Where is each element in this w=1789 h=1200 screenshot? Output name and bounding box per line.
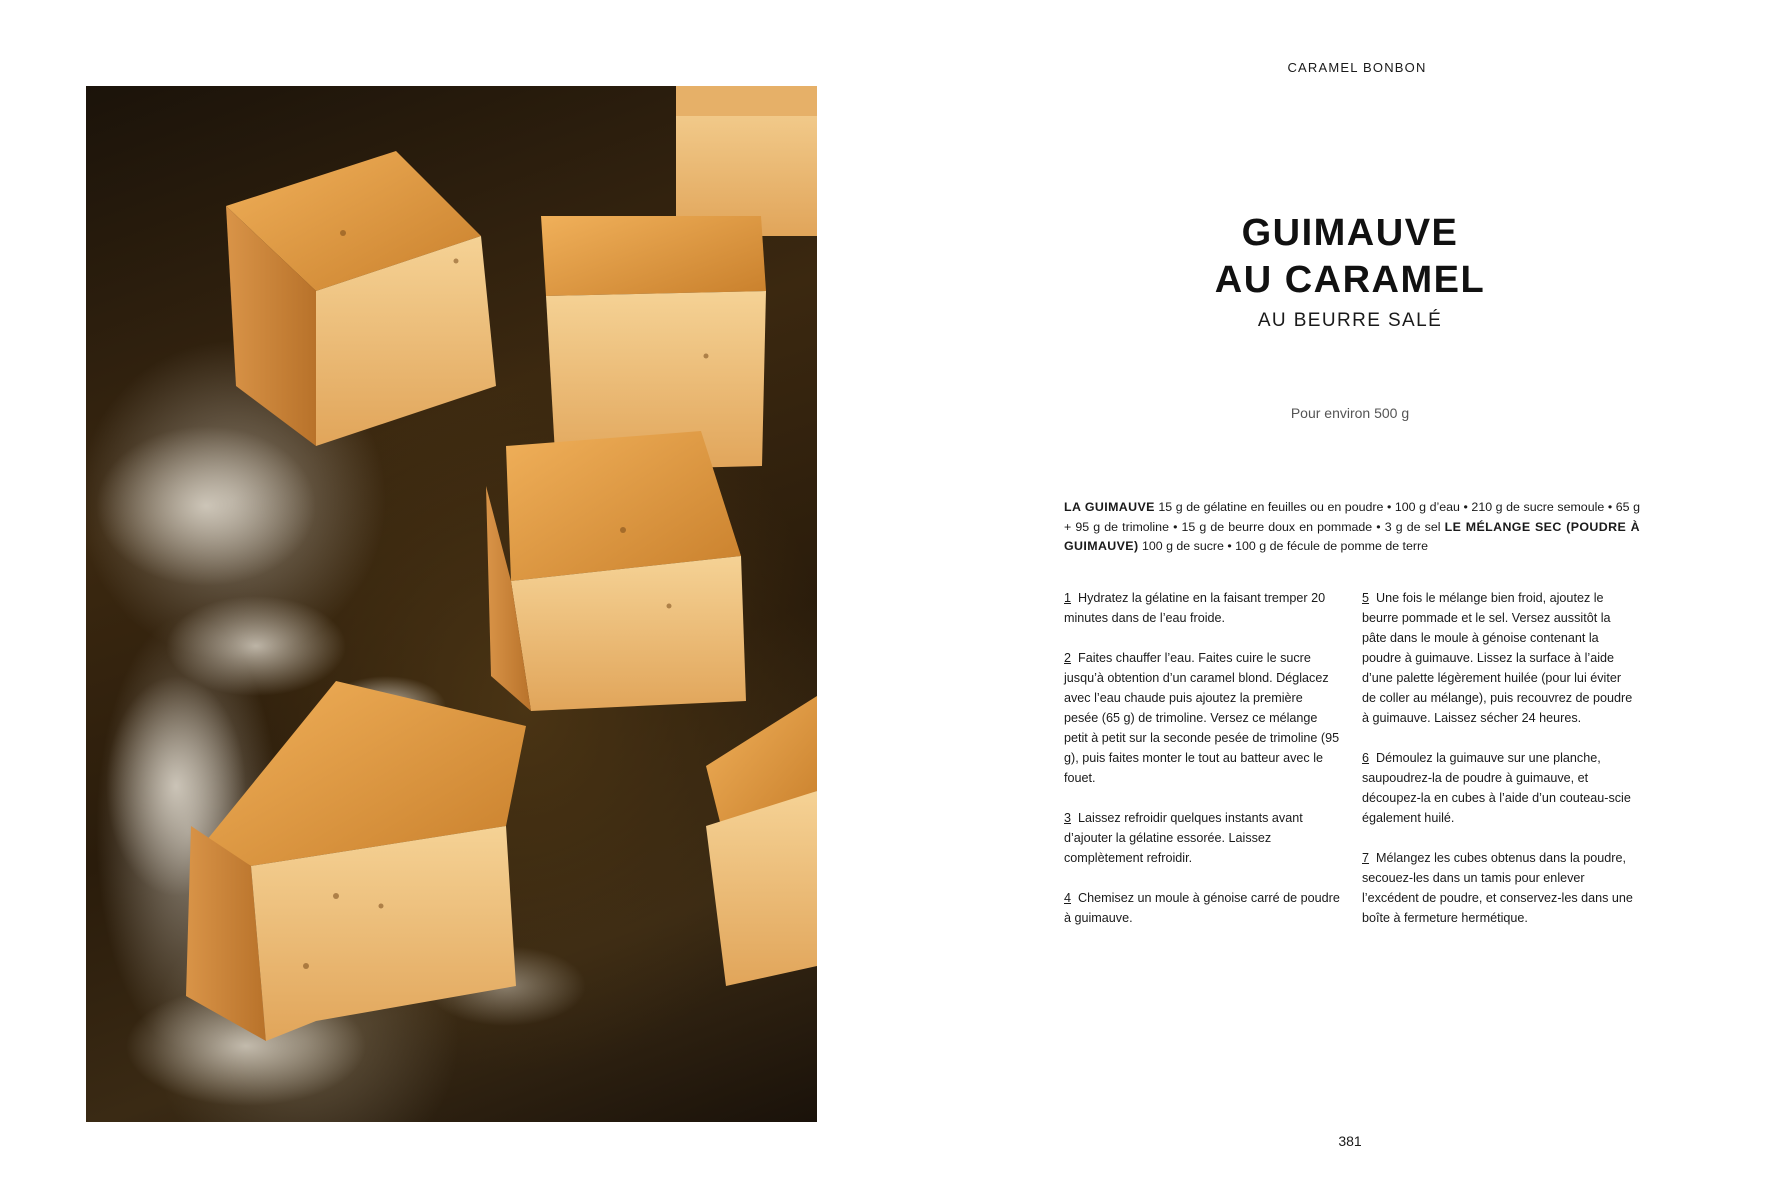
recipe-step	[1064, 888, 1340, 928]
recipe-step	[1362, 748, 1638, 828]
recipe-step	[1064, 808, 1340, 868]
step-text: Démoulez la guimauve sur une planche, saupoudrez-la de poudre à guimauve, et découpez-la en cubes à l’aide d’un couteau-scie également huilé.	[1362, 751, 1631, 825]
step-text: Laissez refroidir quelques instants avant d’ajouter la gélatine essorée. Laissez complètement refroidir.	[1064, 811, 1303, 865]
marshmallow-illustration	[86, 86, 817, 1122]
steps-column-left	[1064, 588, 1340, 948]
recipe-title	[1100, 210, 1600, 332]
title-line-2: AU CARAMEL	[1214, 259, 1486, 301]
recipe-photo	[86, 86, 817, 1122]
marshmallow-cube	[541, 216, 766, 471]
step-text: Mélangez les cubes obtenus dans la poudre, secouez-les dans un tamis pour enlever l’excédent de poudre, et conservez-les dans une boîte à fermeture hermétique.	[1362, 851, 1633, 925]
ingredient-group-items: 100 g de sucre • 100 g de fécule de pomme de terre	[1138, 539, 1429, 553]
step-text: Chemisez un moule à génoise carré de poudre à guimauve.	[1064, 891, 1340, 925]
step-number: 3	[1064, 811, 1072, 825]
ingredient-group-heading: LA GUIMAUVE	[1064, 500, 1155, 514]
step-text: Hydratez la gélatine en la faisant tremper 20 minutes dans de l’eau froide.	[1064, 591, 1326, 625]
running-head: CARAMEL BONBON	[1287, 60, 1427, 75]
step-number: 1	[1064, 591, 1072, 605]
ingredient-group-items: 15 g de gélatine en feuilles ou en poudre • 100 g d’eau • 210 g de sucre semoule • 65 g + 95 g de trimoline • 15 g de beurre doux en pommade • 3 g de sel	[1064, 500, 1640, 534]
step-number: 7	[1362, 851, 1370, 865]
step-number: 6	[1362, 751, 1370, 765]
steps-column-right	[1362, 588, 1638, 948]
marshmallow-cube	[676, 86, 817, 236]
ingredients-list	[1064, 498, 1640, 557]
step-number: 2	[1064, 651, 1072, 665]
marshmallow-cube	[226, 151, 496, 446]
recipe-step	[1064, 648, 1340, 788]
page-number: 381	[1338, 1133, 1362, 1149]
step-number: 4	[1064, 891, 1072, 905]
ingredient-group-heading: LE MÉLANGE SEC (POUDRE À GUIMAUVE)	[1064, 519, 1640, 553]
recipe-step	[1064, 588, 1340, 628]
marshmallow-cube	[706, 696, 817, 986]
step-number: 5	[1362, 591, 1370, 605]
recipe-subtitle: AU BEURRE SALÉ	[1257, 310, 1443, 331]
recipe-step	[1362, 848, 1638, 928]
step-text: Faites chauffer l’eau. Faites cuire le sucre jusqu’à obtention d’un caramel blond. Déglacez avec l’eau chaude puis ajoutez la première pesée (65 g) de trimoline. Versez ce mélange petit à petit sur la seconde pesée de trimoline (95 g), puis faites monter le tout au batteur avec le fouet.	[1064, 651, 1340, 785]
recipe-step	[1362, 588, 1638, 728]
title-line-1: GUIMAUVE	[1241, 212, 1459, 254]
yield-text: Pour environ 500 g	[1290, 405, 1410, 421]
step-text: Une fois le mélange bien froid, ajoutez le beurre pommade et le sel. Versez aussitôt la pâte dans le moule à génoise contenant la poudre à guimauve. Lissez la surface à l’aide d’une palette légèrement huilée (pour lui éviter de coller au mélange), puis recouvrez de poudre à guimauve. Laissez sécher 24 heures.	[1362, 591, 1633, 725]
marshmallow-cube	[486, 431, 746, 711]
